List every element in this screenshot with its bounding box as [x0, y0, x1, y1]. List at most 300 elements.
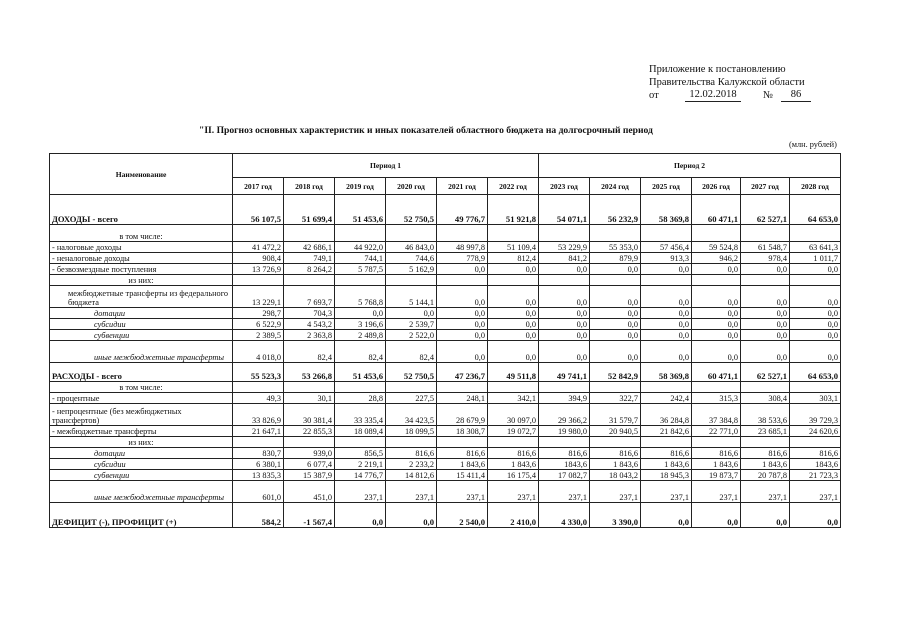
row-label: - непроцентные (без межбюджетных трансфертов)	[50, 404, 233, 426]
table-row	[50, 330, 841, 341]
value-cell	[692, 225, 741, 242]
header-number-label: №	[763, 90, 774, 101]
header-number: 86	[781, 89, 811, 102]
value-cell: 37 384,8	[692, 404, 741, 426]
value-cell: 4 018,0	[233, 341, 284, 363]
value-cell: 13 835,3	[233, 470, 284, 481]
value-cell: 54 071,1	[539, 195, 590, 225]
value-cell: 52 750,5	[386, 195, 437, 225]
value-cell	[790, 225, 841, 242]
value-cell: 0,0	[488, 319, 539, 330]
value-cell: 52 842,9	[590, 363, 641, 382]
header-date-line	[649, 89, 829, 103]
value-cell: 0,0	[692, 330, 741, 341]
value-cell	[590, 225, 641, 242]
document-title: "II. Прогноз основных характеристик и иных показателей областного бюджета на долгосрочный период	[199, 125, 653, 136]
value-cell: 342,1	[488, 393, 539, 404]
value-cell	[741, 275, 790, 286]
value-cell: 15 411,4	[437, 470, 488, 481]
value-cell: 7 693,7	[284, 286, 335, 308]
value-cell: 816,6	[692, 448, 741, 459]
value-cell	[488, 225, 539, 242]
value-cell: 0,0	[335, 503, 386, 528]
value-cell: 34 423,5	[386, 404, 437, 426]
value-cell: 21 842,6	[641, 426, 692, 437]
row-label: - безвозмездные поступления	[50, 264, 233, 275]
year-header: 2022 год	[488, 178, 539, 195]
value-cell	[590, 437, 641, 448]
value-cell: 20 940,5	[590, 426, 641, 437]
value-cell: 237,1	[488, 481, 539, 503]
value-cell: 2 389,5	[233, 330, 284, 341]
value-cell: 749,1	[284, 253, 335, 264]
value-cell	[692, 382, 741, 393]
value-cell: 21 723,3	[790, 470, 841, 481]
value-cell	[641, 225, 692, 242]
value-cell: 28 679,9	[437, 404, 488, 426]
table-row	[50, 393, 841, 404]
year-header: 2028 год	[790, 178, 841, 195]
value-cell: 3 196,6	[335, 319, 386, 330]
value-cell: 0,0	[692, 341, 741, 363]
value-cell: 2 363,8	[284, 330, 335, 341]
value-cell: 18 099,5	[386, 426, 437, 437]
value-cell: 0,0	[539, 330, 590, 341]
value-cell: 56 107,5	[233, 195, 284, 225]
table-row	[50, 448, 841, 459]
value-cell: 308,4	[741, 393, 790, 404]
value-cell	[488, 275, 539, 286]
value-cell: 22 771,0	[692, 426, 741, 437]
row-label: дотации	[50, 448, 233, 459]
value-cell: 0,0	[437, 308, 488, 319]
value-cell: 939,0	[284, 448, 335, 459]
value-cell: 49,3	[233, 393, 284, 404]
value-cell: 0,0	[790, 341, 841, 363]
value-cell: 0,0	[741, 330, 790, 341]
value-cell: 8 264,2	[284, 264, 335, 275]
value-cell: 237,1	[437, 481, 488, 503]
value-cell	[790, 437, 841, 448]
value-cell: 51 699,4	[284, 195, 335, 225]
table-row	[50, 275, 841, 286]
value-cell: 237,1	[590, 481, 641, 503]
value-cell: 0,0	[386, 308, 437, 319]
value-cell: -1 567,4	[284, 503, 335, 528]
value-cell	[284, 225, 335, 242]
value-cell: 237,1	[790, 481, 841, 503]
value-cell: 61 548,7	[741, 242, 790, 253]
value-cell: 856,5	[335, 448, 386, 459]
value-cell: 64 653,0	[790, 195, 841, 225]
header-line-2: Правительства Калужской области	[649, 77, 805, 88]
document-header	[649, 63, 829, 103]
value-cell: 0,0	[741, 503, 790, 528]
value-cell: 51 921,8	[488, 195, 539, 225]
value-cell: 816,6	[590, 448, 641, 459]
value-cell: 1 843,6	[590, 459, 641, 470]
value-cell: 0,0	[692, 319, 741, 330]
value-cell: 0,0	[790, 330, 841, 341]
value-cell: 242,4	[641, 393, 692, 404]
value-cell	[386, 225, 437, 242]
value-cell: 49 741,1	[539, 363, 590, 382]
row-label: в том числе:	[50, 225, 233, 242]
value-cell: 22 855,3	[284, 426, 335, 437]
value-cell: 0,0	[437, 264, 488, 275]
column-header-name: Наименование	[50, 154, 233, 195]
value-cell: 49 511,8	[488, 363, 539, 382]
value-cell	[488, 382, 539, 393]
value-cell: 830,7	[233, 448, 284, 459]
table-row	[50, 481, 841, 503]
value-cell: 4 330,0	[539, 503, 590, 528]
value-cell	[790, 382, 841, 393]
value-cell: 0,0	[741, 341, 790, 363]
value-cell: 584,2	[233, 503, 284, 528]
value-cell: 29 366,2	[539, 404, 590, 426]
value-cell: 451,0	[284, 481, 335, 503]
value-cell: 0,0	[641, 330, 692, 341]
row-label: дотации	[50, 308, 233, 319]
value-cell: 0,0	[641, 264, 692, 275]
value-cell: 0,0	[488, 308, 539, 319]
value-cell: 0,0	[488, 341, 539, 363]
value-cell	[692, 275, 741, 286]
value-cell: 51 453,6	[335, 195, 386, 225]
value-cell: 14 812,6	[386, 470, 437, 481]
value-cell: 82,4	[284, 341, 335, 363]
value-cell: 28,8	[335, 393, 386, 404]
value-cell: 57 456,4	[641, 242, 692, 253]
value-cell: 0,0	[488, 286, 539, 308]
value-cell: 31 579,7	[590, 404, 641, 426]
value-cell: 59 524,8	[692, 242, 741, 253]
value-cell: 21 647,1	[233, 426, 284, 437]
value-cell	[539, 437, 590, 448]
value-cell: 322,7	[590, 393, 641, 404]
value-cell: 1843,6	[790, 459, 841, 470]
year-header: 2021 год	[437, 178, 488, 195]
value-cell: 53 266,8	[284, 363, 335, 382]
value-cell: 30 097,0	[488, 404, 539, 426]
value-cell: 0,0	[641, 503, 692, 528]
value-cell: 913,3	[641, 253, 692, 264]
budget-table	[49, 153, 841, 528]
value-cell: 0,0	[692, 286, 741, 308]
value-cell	[386, 437, 437, 448]
value-cell: 18 945,3	[641, 470, 692, 481]
year-header: 2026 год	[692, 178, 741, 195]
column-header-period-2: Период 2	[539, 154, 841, 178]
value-cell: 39 729,3	[790, 404, 841, 426]
row-label: - межбюджетные трансферты	[50, 426, 233, 437]
table-row	[50, 319, 841, 330]
value-cell: 1 843,6	[488, 459, 539, 470]
value-cell	[741, 382, 790, 393]
value-cell: 0,0	[641, 341, 692, 363]
value-cell: 0,0	[741, 286, 790, 308]
table-row	[50, 363, 841, 382]
row-label: субсидии	[50, 459, 233, 470]
header-line-1: Приложение к постановлению	[649, 64, 786, 75]
row-label: в том числе:	[50, 382, 233, 393]
value-cell: 0,0	[488, 264, 539, 275]
value-cell: 19 980,0	[539, 426, 590, 437]
year-header: 2024 год	[590, 178, 641, 195]
table-row	[50, 308, 841, 319]
value-cell: 41 472,2	[233, 242, 284, 253]
row-label: ДЕФИЦИТ (-), ПРОФИЦИТ (+)	[50, 503, 233, 528]
value-cell	[386, 275, 437, 286]
value-cell	[335, 382, 386, 393]
value-cell: 18 043,2	[590, 470, 641, 481]
value-cell: 23 685,1	[741, 426, 790, 437]
value-cell: 53 229,9	[539, 242, 590, 253]
value-cell: 2 539,7	[386, 319, 437, 330]
year-header: 2027 год	[741, 178, 790, 195]
value-cell: 0,0	[790, 264, 841, 275]
table-row	[50, 225, 841, 242]
value-cell	[590, 275, 641, 286]
value-cell	[233, 437, 284, 448]
value-cell	[437, 437, 488, 448]
value-cell: 0,0	[641, 319, 692, 330]
value-cell: 744,6	[386, 253, 437, 264]
value-cell: 248,1	[437, 393, 488, 404]
value-cell: 0,0	[590, 330, 641, 341]
value-cell: 51 109,4	[488, 242, 539, 253]
value-cell: 5 144,1	[386, 286, 437, 308]
value-cell: 62 527,1	[741, 363, 790, 382]
value-cell	[641, 275, 692, 286]
row-label: иные межбюджетные трансферты	[50, 341, 233, 363]
value-cell: 0,0	[790, 319, 841, 330]
table-row	[50, 404, 841, 426]
value-cell: 816,6	[488, 448, 539, 459]
value-cell: 82,4	[386, 341, 437, 363]
value-cell: 60 471,1	[692, 363, 741, 382]
value-cell: 0,0	[692, 503, 741, 528]
value-cell: 1 011,7	[790, 253, 841, 264]
table-row	[50, 382, 841, 393]
row-label: из них:	[50, 437, 233, 448]
row-label: субсидии	[50, 319, 233, 330]
value-cell	[335, 275, 386, 286]
value-cell	[590, 382, 641, 393]
value-cell: 0,0	[539, 341, 590, 363]
year-header: 2025 год	[641, 178, 692, 195]
value-cell: 0,0	[741, 319, 790, 330]
row-label: - неналоговые доходы	[50, 253, 233, 264]
value-cell: 879,9	[590, 253, 641, 264]
value-cell: 58 369,8	[641, 363, 692, 382]
year-header: 2019 год	[335, 178, 386, 195]
value-cell: 816,6	[539, 448, 590, 459]
value-cell: 946,2	[692, 253, 741, 264]
value-cell: 0,0	[386, 503, 437, 528]
value-cell: 0,0	[692, 308, 741, 319]
value-cell: 0,0	[539, 308, 590, 319]
value-cell	[437, 275, 488, 286]
value-cell: 33 826,9	[233, 404, 284, 426]
table-row	[50, 437, 841, 448]
row-label: из них:	[50, 275, 233, 286]
row-label: субвенции	[50, 470, 233, 481]
value-cell: 812,4	[488, 253, 539, 264]
value-cell: 33 335,4	[335, 404, 386, 426]
value-cell: 0,0	[539, 286, 590, 308]
value-cell: 778,9	[437, 253, 488, 264]
value-cell: 0,0	[790, 503, 841, 528]
header-date: 12.02.2018	[685, 89, 741, 102]
value-cell: 5 787,5	[335, 264, 386, 275]
year-header: 2017 год	[233, 178, 284, 195]
value-cell: 237,1	[539, 481, 590, 503]
value-cell: 42 686,1	[284, 242, 335, 253]
unit-label: (млн. рублей)	[789, 140, 837, 149]
value-cell: 0,0	[641, 286, 692, 308]
value-cell: 0,0	[539, 319, 590, 330]
value-cell: 63 641,3	[790, 242, 841, 253]
table-row	[50, 242, 841, 253]
value-cell	[386, 382, 437, 393]
value-cell: 0,0	[437, 330, 488, 341]
value-cell: 298,7	[233, 308, 284, 319]
value-cell: 601,0	[233, 481, 284, 503]
value-cell: 18 089,4	[335, 426, 386, 437]
value-cell: 2 540,0	[437, 503, 488, 528]
value-cell: 24 620,6	[790, 426, 841, 437]
value-cell: 0,0	[790, 308, 841, 319]
value-cell: 0,0	[335, 308, 386, 319]
value-cell: 55 523,3	[233, 363, 284, 382]
table-row	[50, 426, 841, 437]
value-cell: 52 750,5	[386, 363, 437, 382]
value-cell: 38 533,6	[741, 404, 790, 426]
value-cell: 20 787,8	[741, 470, 790, 481]
row-label: РАСХОДЫ - всего	[50, 363, 233, 382]
value-cell: 237,1	[692, 481, 741, 503]
value-cell	[284, 382, 335, 393]
value-cell: 6 077,4	[284, 459, 335, 470]
value-cell	[284, 437, 335, 448]
value-cell	[641, 382, 692, 393]
value-cell: 6 522,9	[233, 319, 284, 330]
value-cell	[741, 437, 790, 448]
value-cell: 0,0	[590, 286, 641, 308]
value-cell: 978,4	[741, 253, 790, 264]
value-cell: 744,1	[335, 253, 386, 264]
value-cell: 64 653,0	[790, 363, 841, 382]
value-cell: 1 843,6	[437, 459, 488, 470]
value-cell: 841,2	[539, 253, 590, 264]
value-cell: 237,1	[386, 481, 437, 503]
value-cell: 14 776,7	[335, 470, 386, 481]
value-cell	[488, 437, 539, 448]
header-ot: от	[649, 90, 659, 101]
value-cell: 0,0	[590, 319, 641, 330]
value-cell: 1 843,6	[641, 459, 692, 470]
value-cell	[233, 225, 284, 242]
value-cell	[284, 275, 335, 286]
value-cell: 237,1	[641, 481, 692, 503]
value-cell: 6 380,1	[233, 459, 284, 470]
value-cell: 0,0	[741, 308, 790, 319]
value-cell: 82,4	[335, 341, 386, 363]
table-row	[50, 341, 841, 363]
value-cell	[335, 225, 386, 242]
value-cell: 16 175,4	[488, 470, 539, 481]
year-header: 2018 год	[284, 178, 335, 195]
value-cell: 2 219,1	[335, 459, 386, 470]
row-label: - налоговые доходы	[50, 242, 233, 253]
column-header-period-1: Период 1	[233, 154, 539, 178]
value-cell: 13 229,1	[233, 286, 284, 308]
row-label: субвенции	[50, 330, 233, 341]
value-cell: 816,6	[741, 448, 790, 459]
value-cell: 0,0	[741, 264, 790, 275]
value-cell: 51 453,6	[335, 363, 386, 382]
table-row	[50, 459, 841, 470]
value-cell: 1843,6	[539, 459, 590, 470]
row-label: - процентные	[50, 393, 233, 404]
value-cell: 0,0	[488, 330, 539, 341]
value-cell: 0,0	[437, 341, 488, 363]
year-header: 2020 год	[386, 178, 437, 195]
value-cell: 0,0	[692, 264, 741, 275]
value-cell: 60 471,1	[692, 195, 741, 225]
value-cell: 816,6	[386, 448, 437, 459]
value-cell: 19 072,7	[488, 426, 539, 437]
value-cell	[539, 225, 590, 242]
value-cell: 30 381,4	[284, 404, 335, 426]
year-header: 2023 год	[539, 178, 590, 195]
table-row	[50, 264, 841, 275]
value-cell: 48 997,8	[437, 242, 488, 253]
value-cell: 5 162,9	[386, 264, 437, 275]
value-cell: 0,0	[437, 286, 488, 308]
value-cell: 2 410,0	[488, 503, 539, 528]
value-cell: 816,6	[790, 448, 841, 459]
value-cell: 303,1	[790, 393, 841, 404]
value-cell: 2 522,0	[386, 330, 437, 341]
row-label: ДОХОДЫ - всего	[50, 195, 233, 225]
value-cell: 394,9	[539, 393, 590, 404]
value-cell: 46 843,0	[386, 242, 437, 253]
value-cell: 0,0	[790, 286, 841, 308]
value-cell: 56 232,9	[590, 195, 641, 225]
value-cell: 816,6	[641, 448, 692, 459]
value-cell: 237,1	[335, 481, 386, 503]
value-cell: 0,0	[641, 308, 692, 319]
value-cell: 30,1	[284, 393, 335, 404]
value-cell: 44 922,0	[335, 242, 386, 253]
value-cell: 4 543,2	[284, 319, 335, 330]
value-cell	[539, 382, 590, 393]
value-cell	[233, 382, 284, 393]
table-row	[50, 470, 841, 481]
value-cell: 0,0	[539, 264, 590, 275]
value-cell: 0,0	[590, 341, 641, 363]
value-cell: 18 308,7	[437, 426, 488, 437]
value-cell: 49 776,7	[437, 195, 488, 225]
value-cell: 15 387,9	[284, 470, 335, 481]
value-cell	[539, 275, 590, 286]
table-row	[50, 253, 841, 264]
table-row	[50, 286, 841, 308]
value-cell: 47 236,7	[437, 363, 488, 382]
